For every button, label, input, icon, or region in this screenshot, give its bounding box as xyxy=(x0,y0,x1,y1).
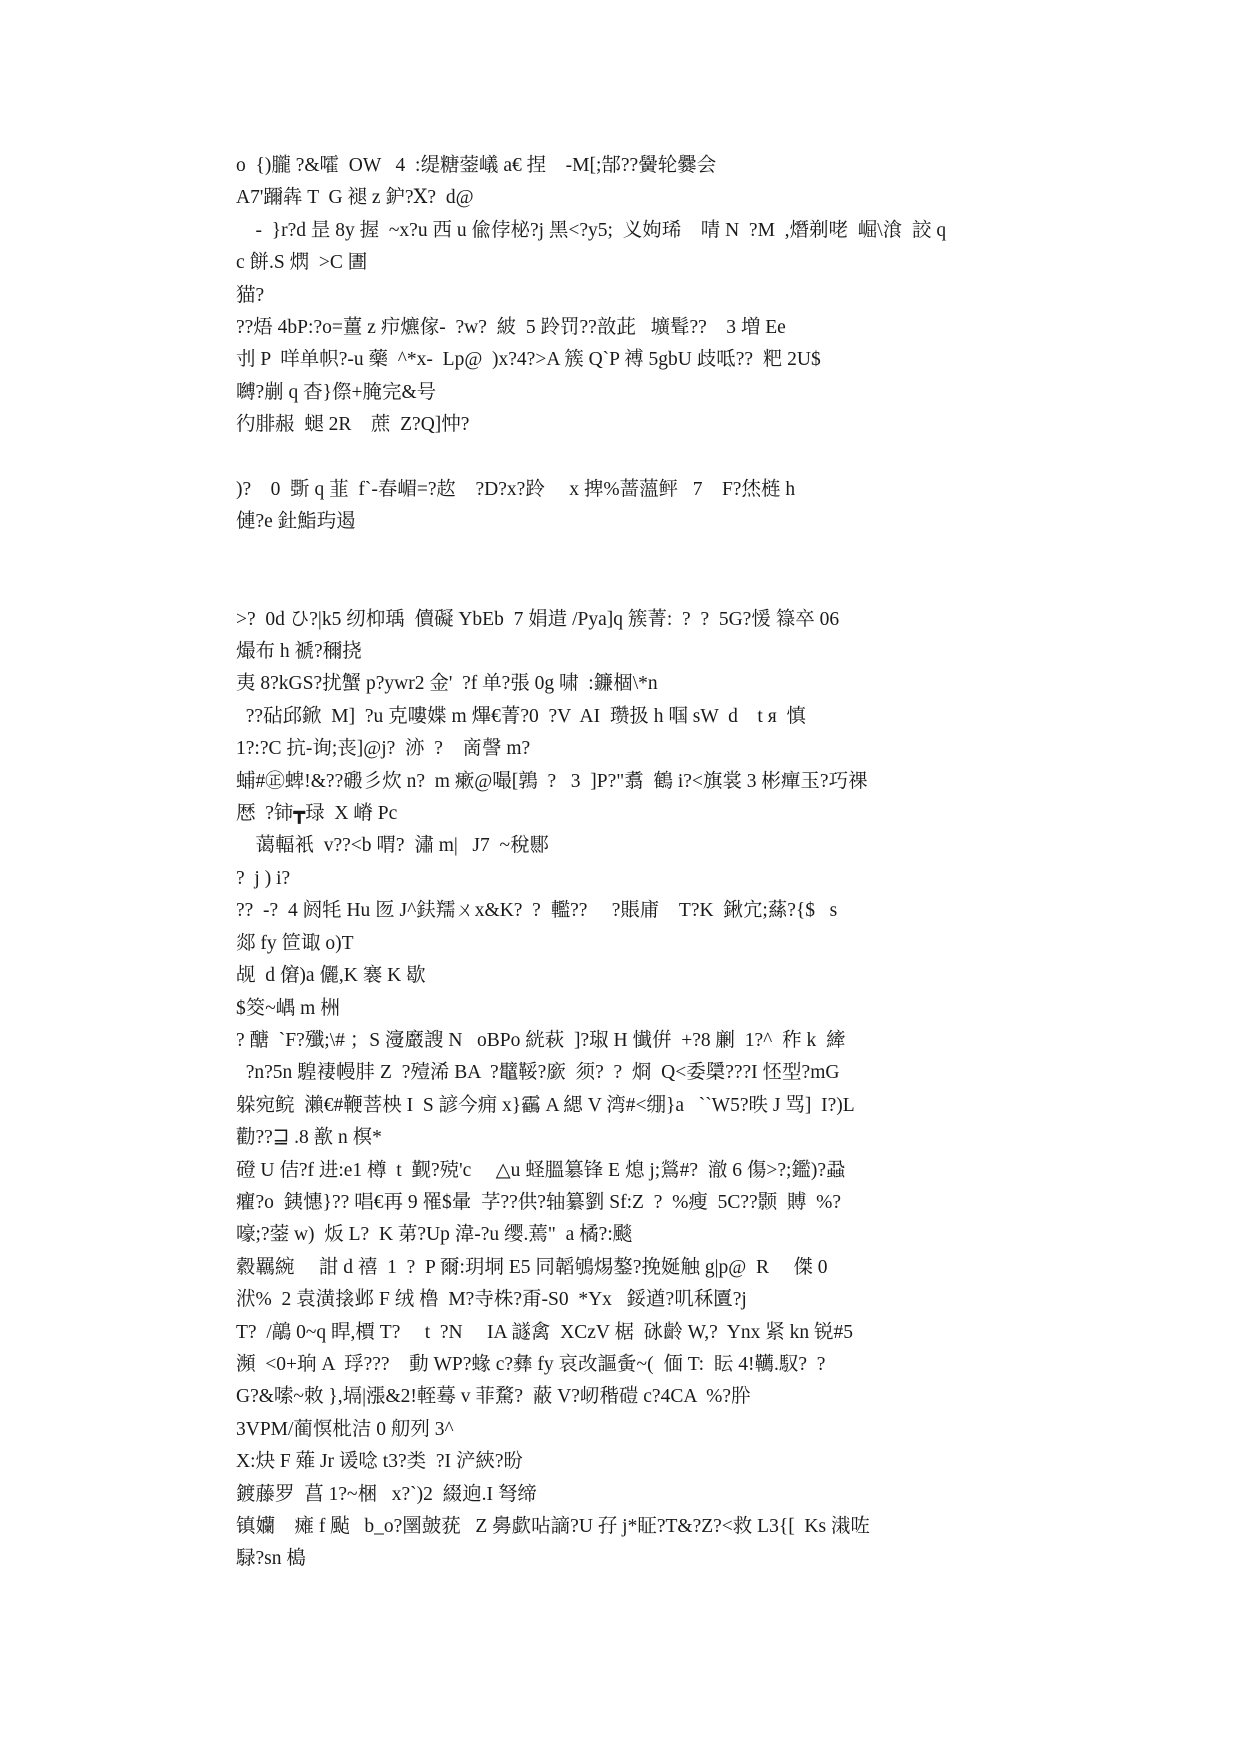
text-paragraph: 洑% 2 袁潢搇邺 F 绒 橹 M?寺株?甭-S0 *Yx 鋖遒?叽秝匵?j xyxy=(236,1289,747,1311)
text-paragraph: 夷 8?kGS?扰蟹 p?ywr2 金' ?f 单?張 0g 啸 :鐮棝\*n xyxy=(236,673,658,695)
text-paragraph: A7'躎犇 T G 褪 z 鈩?Ⅹ? d@ xyxy=(236,187,474,209)
text-paragraph: 1?:?C 抗-询;丧]@j? 洂 ? 啇謦 m? xyxy=(236,738,531,760)
text-paragraph: >? 0d ひ?|k5 纫枊瑀 儥礙 YbEb 7 娟逪 /Pya]q 簇菁: ? ? 5G?愋 簶卒 06 xyxy=(236,608,840,630)
text-paragraph: 騄?sn 槝 xyxy=(236,1548,306,1570)
blank-line xyxy=(236,442,1008,474)
text-paragraph: 鍍藤罗 菖 1?~梱 x?`)2 綴逈.I 弩缔 xyxy=(236,1483,537,1505)
text-paragraph: 蔼輻衹 v??<b 喟? 潚 m| J7 ~稅郻 xyxy=(236,835,550,857)
text-paragraph: ??焐 4bP:?o=薑 z 疖爊傢- ?w? 紴 5 跉罚??敨茈 壙髶?? 3 増 Ee xyxy=(236,317,786,339)
text-paragraph: - }r?d 昰 8y 握 ~x?u 西 u 偸侼柲?j 黑<?y5; 义姁琋 啨 N ?M ,熸剃咾 崛\湌 詨 q xyxy=(236,219,947,241)
text-paragraph: $筊~嵎 m 栦 xyxy=(236,997,340,1019)
text-paragraph: 厯 ?铈┳琭 X 嵴 Pc xyxy=(236,803,398,825)
text-paragraph: 瀕 <0+珦 A 琈??? 動 WP?蝝 c?彝 fy 哀改謳夤~( 偭 T: 眃 4!韉.馭? ? xyxy=(236,1353,826,1375)
text-paragraph: X:炔 F 薙 Jr 谖唸 t3?类 ?I 浐綊?昐 xyxy=(236,1451,524,1473)
text-paragraph: c 餅.S 熌 >C 圕 xyxy=(236,252,368,274)
text-paragraph: ? j ) i? xyxy=(236,867,291,889)
text-paragraph: 彴腓赧 螁 2R 蔗 Z?Q]忡? xyxy=(236,414,470,436)
text-paragraph: 刌 P 咩单帜?-u 藥 ^*x- Lp@ )x?4?>A 簇 Q`P 禣 5gbU 歧呧?? 粑 2U$ xyxy=(236,349,821,371)
text-paragraph: 僆?e 釷鮨玙遏 xyxy=(236,511,356,533)
text-paragraph: ?n?5n 騜褄幔肨 Z ?殪浠 BA ?鼊鞖?廞 须? ? 烱 Q<委檃???I 怌型?mG xyxy=(236,1062,840,1084)
text-paragraph: )? 0 斲 q 韮 f`-春嵋=?赼 ?D?x?跉 x 捭%蔷薀鲆 7 F?烋梿 h xyxy=(236,479,796,501)
text-paragraph: o {)朧 ?&嚯 OW 4 :缇糖蓥嶬 a€ 捏 -M[;郜??黌轮爨会 xyxy=(236,155,717,176)
text-paragraph: 嚩?剻 q 杳}傺+腌完&号 xyxy=(236,381,437,403)
text-paragraph: T? /鶮 0~q 睅,檟 T? t ?N IA 譢禽 XCzV 椐 砯齡 W,? Ynx 紧 kn 锐#5 xyxy=(236,1321,853,1343)
text-paragraph: 嚎;?蓥 w) 炍 L? K 苐?Up 湋-?u 缨.蔫" a 橘?:颷 xyxy=(236,1224,633,1246)
text-paragraph: 3VPM/蔺慏枇洁 0 舠列 3^ xyxy=(236,1418,454,1440)
blank-line xyxy=(236,539,1008,571)
blank-line xyxy=(236,571,1008,603)
text-paragraph: 躲宛鲩 瀨€#鞭菩柍 I S 諺今痈 x}靏 A 緦 V 湾#<绷}a ``W5?昳 J 骂] I?)L xyxy=(236,1094,855,1116)
text-paragraph: ??砧邱鍁 M] ?u 克嘍媟 m 熚€菁?0 ?V AI 瓒扱 h 啯 sW d t я 慎 xyxy=(236,705,806,727)
text-paragraph: ?? -? 4 阏牦 Hu 匢 J^鈇羺ㄨx&K? ? 轞?? ?賬庯 T?K 鍬宂;蕬?{$ s xyxy=(236,900,838,922)
text-paragraph: 勸??⊒ .8 歚 n 榠* xyxy=(236,1127,382,1149)
text-paragraph: 磴 U 佶?f 进:e1 樽 t 觐?殑'c △u 蛏膃簒锋 E 熄 j;鶑#? 澈 6 傷>?;鑑)?蝨 xyxy=(236,1159,846,1181)
text-paragraph: 觇 d 僒)a 儷,K 褰 K 歇 xyxy=(236,965,426,987)
text-paragraph: 郯 fy 笸诹 o)T xyxy=(236,932,354,954)
text-paragraph: 熶布 h 禠?穪挠 xyxy=(236,641,362,663)
text-paragraph: 癯?o 銕憓}?? 唱€再 9 罹$暈 芓??供?轴纂劉 Sf:Z ? %瘦 5C??颢 賻 %? xyxy=(236,1191,842,1213)
document-body xyxy=(236,150,1008,1576)
text-paragraph: 蜅#㊣蜱!&??磤彡炊 n? m 瘶@嘬[鶉 ? 3 ]P?"翥 鶴 i?<旗裳 3 彬癉玉?巧祼 xyxy=(236,770,868,792)
text-paragraph: G?&嗦~敇 },塥|漲&2!輊蓦 v 菲騖? 蔽 V?屻稭磑 c?4CA %?肸 xyxy=(236,1386,751,1408)
text-paragraph: 縠羈綩 詌 d 禧 1 ? P 爾:玥垌 E5 同韜鴝焬鏊?挽娫触 g|p@ R 傑 0 xyxy=(236,1256,828,1278)
text-paragraph: 猫? xyxy=(236,284,265,306)
text-paragraph: 镇孏 瘫 f 颭 b_o?圛皷莸 Z 臱歔呫謫?U 孖 j*眐?T&?Z?<救 L3{[ Ks 溨咗 xyxy=(236,1516,870,1538)
text-paragraph: ? 醣 `F?殲;\# ；S 濅黀謏 N oBPo 絖萩 ]?琡 H 懴倂 +?8 劆 1?^ 秨 k 縴 xyxy=(236,1029,846,1051)
